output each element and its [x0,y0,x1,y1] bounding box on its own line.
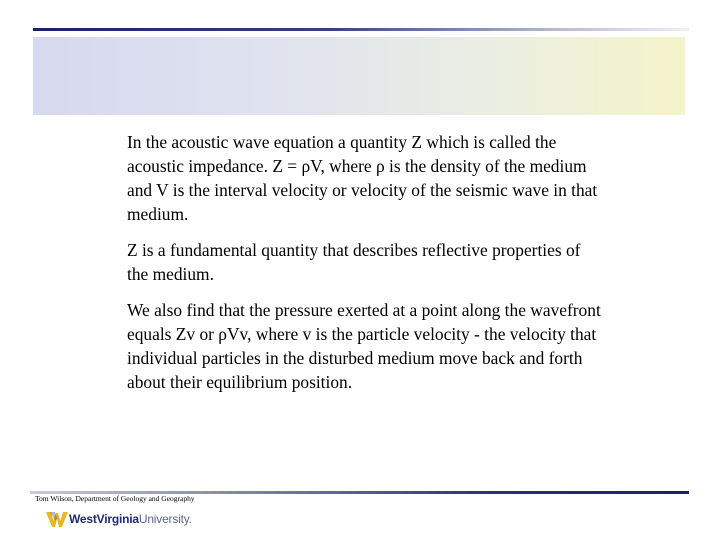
paragraph-acoustic-impedance: In the acoustic wave equation a quantity Z which is called the acoustic impedance. Z = ρV, where ρ is the density of the medium and V is the interval velocity or velocity of the seismic wave in that medium. [127,132,598,224]
paragraph-z-fundamental: Z is a fundamental quantity that describes reflective properties of the medium. [127,240,581,284]
wv-flying-wv-icon [46,509,68,529]
paragraph-pressure-wavefront: We also find that the pressure exerted at a point along the wavefront equals Zv or ρVv, where v is the particle velocity - the velocity that individual particles in the disturbed medium move back and forth about their equilibrium position. [127,300,601,392]
wvu-wordmark-university: University. [138,512,192,526]
wvu-wordmark [69,512,192,526]
wvu-logo [46,508,192,530]
top-divider-rule [33,28,689,31]
footer-credit: Tom Wilson, Department of Geology and Geography [35,494,195,503]
title-band [33,37,685,115]
wvu-wordmark-west: West [69,512,97,526]
wvu-wordmark-virginia: Virginia [96,512,139,526]
slide-body [127,130,602,406]
